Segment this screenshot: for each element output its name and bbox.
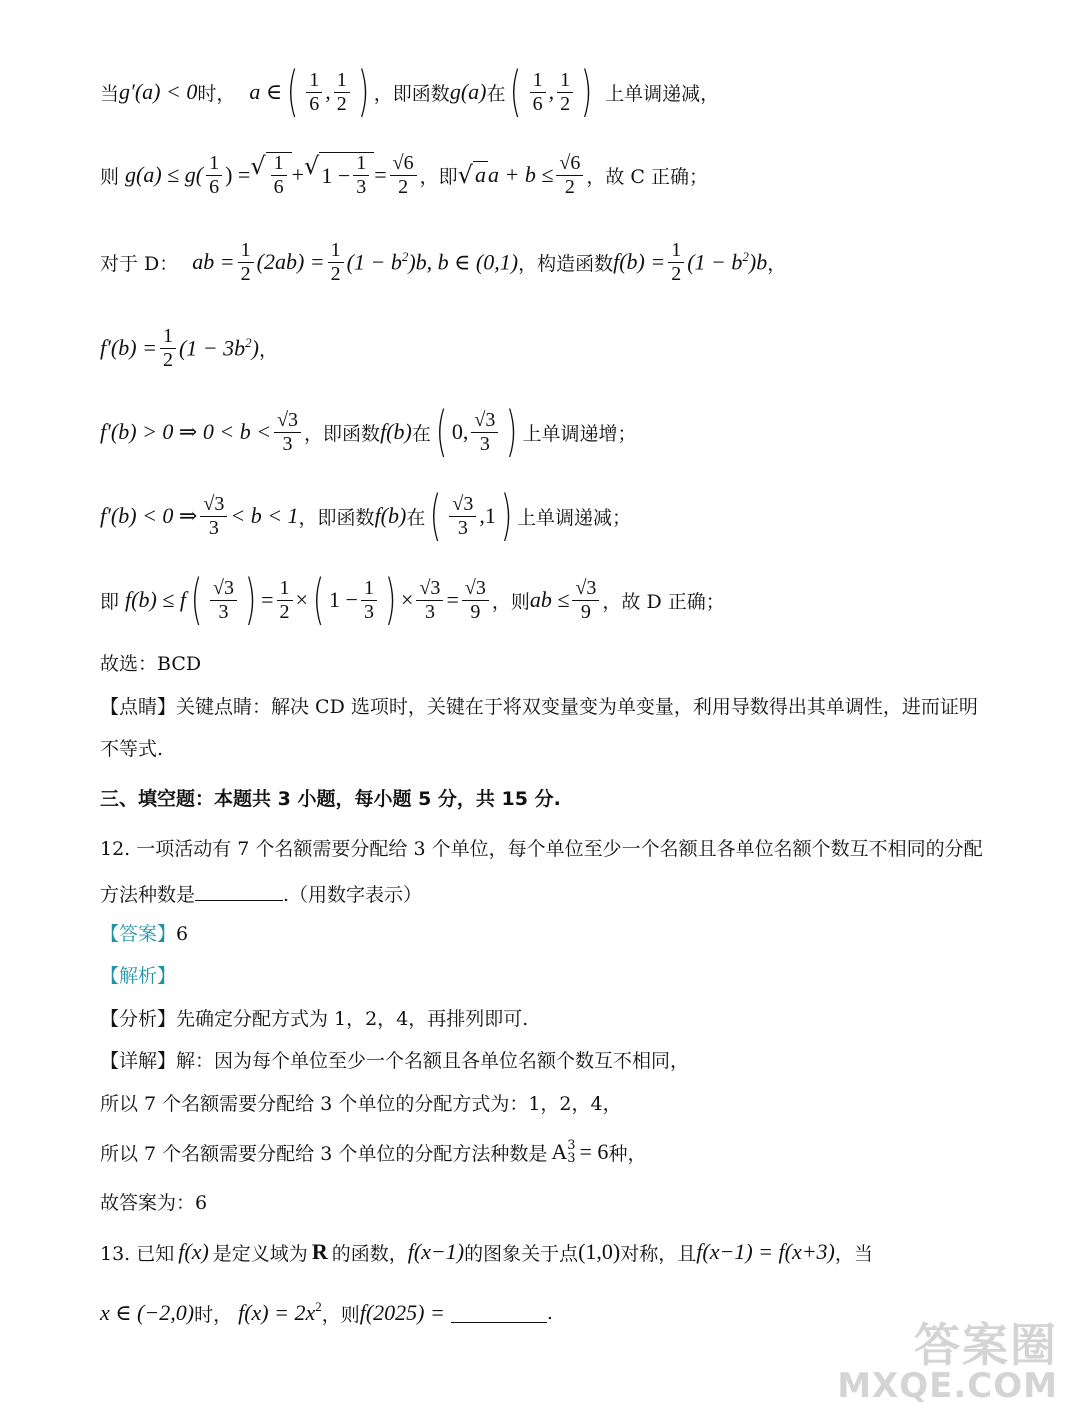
math: = xyxy=(374,162,387,187)
q13-line-2: x ∈ (−2,0) 时， f(x) = 2x $^2$ ，则 f(2025) = . xyxy=(100,1299,553,1326)
sqrt: √ $\frac{1}{6}$ xyxy=(250,152,291,198)
dianjing-line-1: 【点睛】关键点睛：解决 CD 选项时，关键在于将双变量变为单变量，利用导数得出其单调性，进而证明 xyxy=(100,696,978,718)
math: f′(b) < 0 ⇒ xyxy=(100,503,198,528)
fraction: $\frac{√6}{2}$ xyxy=(556,153,583,198)
text: 即 xyxy=(100,590,120,613)
math: < b < 1 xyxy=(230,503,299,528)
fraction: $\frac{1}{2}$ xyxy=(328,240,344,285)
fraction: $\frac{√3}{9}$ xyxy=(462,578,489,623)
text: ，则 xyxy=(491,590,530,613)
text: ， xyxy=(767,252,787,275)
line-g-decreasing: 当 g′(a) < 0 时， a ∈ ( $\frac{1}{6}$ , $\frac{1}{2}$ ) ，即函数 g(a) 在 ( $\frac{1}{6}$ , $\frac{1}{2}$ ) 上单调递减， xyxy=(100,60,720,123)
fraction: $\frac{√3}{9}$ xyxy=(572,578,599,623)
math: × xyxy=(295,587,308,612)
text: ，构造函数 xyxy=(518,252,614,275)
math: ,1 xyxy=(479,503,496,528)
math: 1 − xyxy=(329,587,358,612)
fraction: $\frac{√3}{3}$ xyxy=(471,410,498,455)
fraction: $\frac{1}{6}$ xyxy=(530,70,546,115)
line-option-d: 对于 D： ab = $\frac{1}{2}$ (2ab) = $\frac{1}{2}$ $(1 - b^2)b$, b ∈ (0,1) ，构造函数 f(b) = $\frac{1}{2}$ $(1 - b^2)b$ ， xyxy=(100,238,787,285)
math: ) = xyxy=(225,162,251,187)
paren: ( xyxy=(312,568,325,631)
paren: ( xyxy=(190,568,203,631)
text: ， xyxy=(258,338,278,361)
q12-text-1: 12. 一项活动有 7 个名额需要分配给 3 个单位，每个单位至少一个名额且各单位名额个数互不相同的分配 xyxy=(100,838,983,860)
math: = xyxy=(261,587,274,612)
math: a + b ≤ xyxy=(487,162,554,187)
math: ab ≤ xyxy=(529,587,570,612)
choice-line: 故选：BCD xyxy=(100,653,202,675)
paren: ) xyxy=(506,400,518,463)
fraction: $\frac{√3}{3}$ xyxy=(416,578,443,623)
fraction: $\frac{√3}{3}$ xyxy=(210,578,237,623)
fraction: $\frac{√3}{3}$ xyxy=(449,494,476,539)
text: 在 xyxy=(411,422,431,445)
math: g(a) xyxy=(449,79,487,104)
answer-blank xyxy=(451,1304,547,1323)
math: f′(b) = xyxy=(100,335,157,360)
dianjing-line-2: 不等式. xyxy=(100,738,164,760)
sqrt: √ a xyxy=(457,161,486,189)
text: 当 xyxy=(100,82,120,105)
fraction: $\frac{√3}{3}$ xyxy=(200,494,227,539)
text: ，故 C 正确； xyxy=(586,165,708,188)
paren: ( xyxy=(435,400,448,463)
text: 在 xyxy=(486,82,506,105)
text: ，故 D 正确； xyxy=(602,590,725,613)
line-decreasing xyxy=(100,486,1020,546)
text: 时， xyxy=(197,82,236,105)
sqrt: √ 1 − $\frac{1}{3}$ xyxy=(304,152,374,198)
q12-answer: 【答案】6 xyxy=(100,923,189,945)
math: g(a) ≤ g( xyxy=(125,162,204,187)
math: f(b) ≤ f xyxy=(125,587,186,612)
q12-step-1: 所以 7 个名额需要分配给 3 个单位的分配方式为：1，2，4， xyxy=(100,1093,622,1115)
math: = xyxy=(446,587,459,612)
q13-line-1: 13. 已知 f(x) 是定义域为 R 的函数， f(x−1) 的图象关于点 (1,0) 对称，且 f(x−1) = f(x+3) ，当 xyxy=(100,1239,873,1265)
text: 对于 D： xyxy=(100,252,179,275)
line-increasing xyxy=(100,402,1020,462)
text: 则 xyxy=(100,165,120,188)
fraction: $\frac{1}{2}$ xyxy=(334,70,350,115)
paren: ( xyxy=(286,60,299,123)
fraction: $\frac{√3}{3}$ xyxy=(274,410,301,455)
q12-step-2: 所以 7 个名额需要分配给 3 个单位的分配方法种数是 A 3 3 = 6 种， xyxy=(100,1138,647,1166)
text: ，即函数 xyxy=(373,82,450,105)
text: ，即函数 xyxy=(298,506,375,529)
q12-xiangjie: 【详解】解：因为每个单位至少一个名额且各单位名额个数互不相同， xyxy=(100,1050,690,1072)
fraction: $\frac{√6}{2}$ xyxy=(390,153,417,198)
math: ab = xyxy=(192,249,235,274)
fraction: $\frac{1}{2}$ xyxy=(668,240,684,285)
q12-jiexi: 【解析】 xyxy=(100,965,177,987)
fraction: $\frac{1}{6}$ xyxy=(206,153,222,198)
math: × xyxy=(401,587,414,612)
text: 上单调递减； xyxy=(516,506,631,529)
math: f(b) = xyxy=(613,249,666,274)
text: ，即 xyxy=(419,165,458,188)
text: 在 xyxy=(406,506,426,529)
watermark: 答案圈 MXQE.COM xyxy=(837,1318,1058,1407)
line-derivative: f′(b) = $\frac{1}{2}$ $(1 - 3b^2)$ ， xyxy=(100,324,278,371)
paren: ) xyxy=(384,568,397,631)
fraction: $\frac{1}{6}$ xyxy=(306,70,322,115)
text: ，即函数 xyxy=(304,422,381,445)
text: 上单调递减， xyxy=(605,82,720,105)
text: 上单调递增； xyxy=(522,422,637,445)
paren: ) xyxy=(357,60,370,123)
paren: ( xyxy=(430,484,442,547)
paren: ) xyxy=(580,60,593,123)
math: f(b) xyxy=(380,419,412,444)
fraction: $\frac{1}{2}$ xyxy=(160,326,176,371)
q12-final: 故答案为：6 xyxy=(100,1192,208,1214)
line-f-max xyxy=(100,570,1020,630)
fraction: $\frac{1}{2}$ xyxy=(557,70,573,115)
math: f(b) xyxy=(374,503,407,528)
section-title: 三、填空题：本题共 3 小题，每小题 5 分，共 15 分. xyxy=(100,788,561,810)
math: g′(a) < 0 xyxy=(119,79,198,104)
paren: ( xyxy=(510,60,522,123)
fraction: $\frac{1}{2}$ xyxy=(277,578,293,623)
paren: ) xyxy=(500,484,513,547)
fraction: $\frac{1}{2}$ xyxy=(238,240,254,285)
paren: ) xyxy=(244,568,257,631)
math: 0, xyxy=(451,419,469,444)
math: a ∈ xyxy=(249,79,283,104)
answer-blank xyxy=(195,882,283,901)
math: (2ab) = xyxy=(256,249,325,274)
q12-fenxi: 【分析】先确定分配方式为 1，2，4，再排列即可. xyxy=(100,1008,529,1030)
math: f′(b) > 0 ⇒ 0 < b < xyxy=(100,419,272,444)
line-g-max: 则 g(a) ≤ g( $\frac{1}{6}$ ) = √ $\frac{1}{6}$ + √ 1 − $\frac{1}{3}$ = $\frac{√6}{2}$ ，即 √ a a + b ≤ $\frac{√6}{2}$ ，故 C 正确； xyxy=(100,151,708,198)
fraction: $\frac{1}{3}$ xyxy=(361,578,377,623)
q12-text-2: 方法种数是 .（用数字表示） xyxy=(100,884,423,906)
